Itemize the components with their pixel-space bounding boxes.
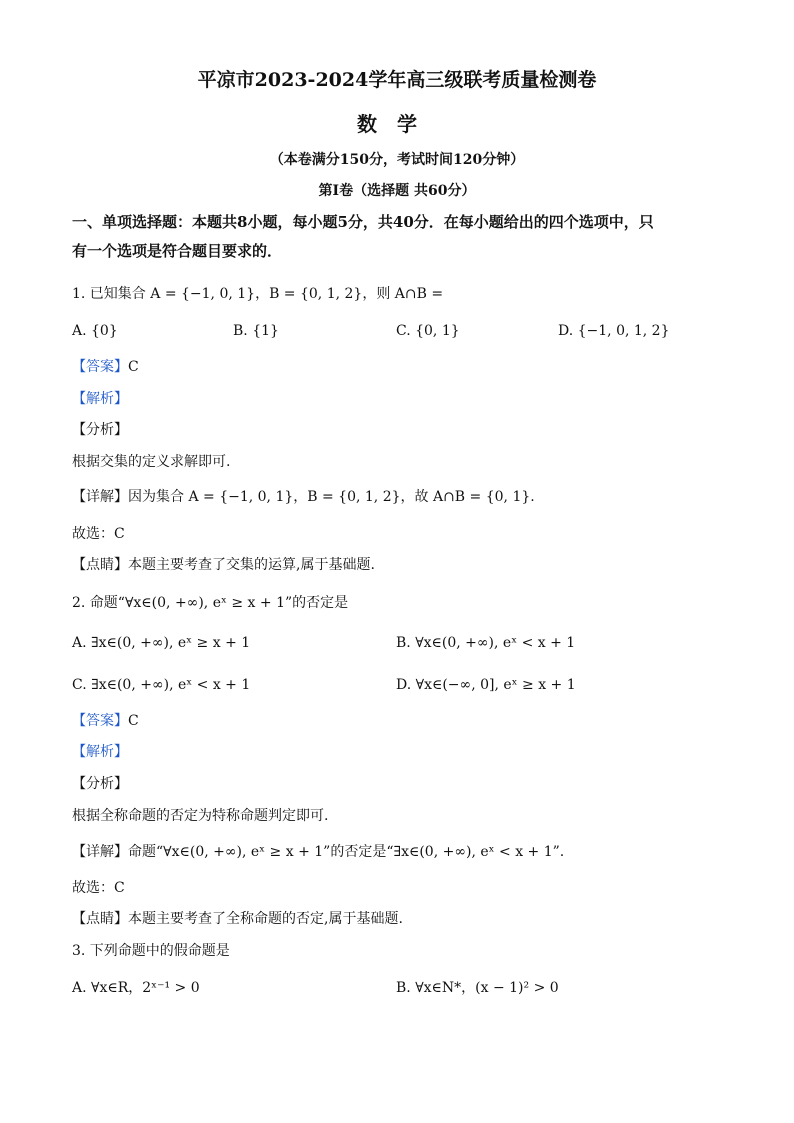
q2-fenxi-text: 根据全称命题的否定为特称命题判定即可. xyxy=(72,808,329,824)
part-title: 第I卷（选择题 共60分） xyxy=(318,183,476,199)
question-1-stem: 1. 已知集合 A = {−1, 0, 1}，B = {0, 1, 2}，则 A∩B = xyxy=(72,286,444,302)
q3-option-a: A. ∀x∈R，2ˣ⁻¹ > 0 xyxy=(72,980,200,996)
q2-comment: 【点睛】本题主要考查了全称命题的否定,属于基础题. xyxy=(72,911,403,927)
q1-comment: 【点睛】本题主要考查了交集的运算,属于基础题. xyxy=(72,557,375,573)
q2-choice: 故选：C xyxy=(72,880,125,896)
q2-option-a: A. ∃x∈(0, +∞), eˣ ≥ x + 1 xyxy=(72,635,251,651)
section-heading-line2: 有一个选项是符合题目要求的． xyxy=(72,242,283,260)
q1-option-b: B. {1} xyxy=(233,323,279,339)
question-3-stem: 3. 下列命题中的假命题是 xyxy=(72,943,230,959)
q1-answer: C xyxy=(128,359,139,375)
q1-fenxi-text: 根据交集的定义求解即可. xyxy=(72,454,231,470)
q2-analysis-tag: 【解析】 xyxy=(72,744,128,760)
question-2-stem: 2. 命题“∀x∈(0, +∞), eˣ ≥ x + 1”的否定是 xyxy=(72,595,349,611)
q1-option-a: A. {0} xyxy=(72,323,118,339)
subject-title: 数学 xyxy=(357,112,437,136)
page-title: 平凉市2023-2024学年高三级联考质量检测卷 xyxy=(197,69,597,91)
q2-option-c: C. ∃x∈(0, +∞), eˣ < x + 1 xyxy=(72,677,251,693)
q2-detail: 【详解】命题“∀x∈(0, +∞), eˣ ≥ x + 1”的否定是“∃x∈(0, +∞), eˣ < x + 1”. xyxy=(72,844,565,860)
q2-answer-tag: 【答案】 xyxy=(72,713,128,729)
q1-answer-row xyxy=(72,357,139,377)
q2-answer: C xyxy=(128,713,139,729)
q1-answer-tag: 【答案】 xyxy=(72,359,128,375)
q3-option-b: B. ∀x∈N*，(x − 1)² > 0 xyxy=(396,980,559,996)
q1-option-c: C. {0, 1} xyxy=(396,323,460,339)
q1-option-d: D. {−1, 0, 1, 2} xyxy=(558,323,670,339)
q1-analysis-tag: 【解析】 xyxy=(72,391,128,407)
q2-option-d: D. ∀x∈(−∞, 0], eˣ ≥ x + 1 xyxy=(396,677,576,693)
q2-option-b: B. ∀x∈(0, +∞), eˣ < x + 1 xyxy=(396,635,576,651)
section-heading-line1: 一、单项选择题：本题共8小题，每小题5分，共40分．在每小题给出的四个选项中，只 xyxy=(72,213,654,231)
q1-choice: 故选：C xyxy=(72,526,125,542)
q1-fenxi-tag: 【分析】 xyxy=(72,422,128,438)
q1-detail: 【详解】因为集合 A = {−1, 0, 1}，B = {0, 1, 2}，故 A∩B = {0, 1}. xyxy=(72,489,535,505)
q2-answer-row xyxy=(72,711,139,731)
exam-note: （本卷满分150分，考试时间120分钟） xyxy=(269,152,525,168)
q2-fenxi-tag: 【分析】 xyxy=(72,776,128,792)
